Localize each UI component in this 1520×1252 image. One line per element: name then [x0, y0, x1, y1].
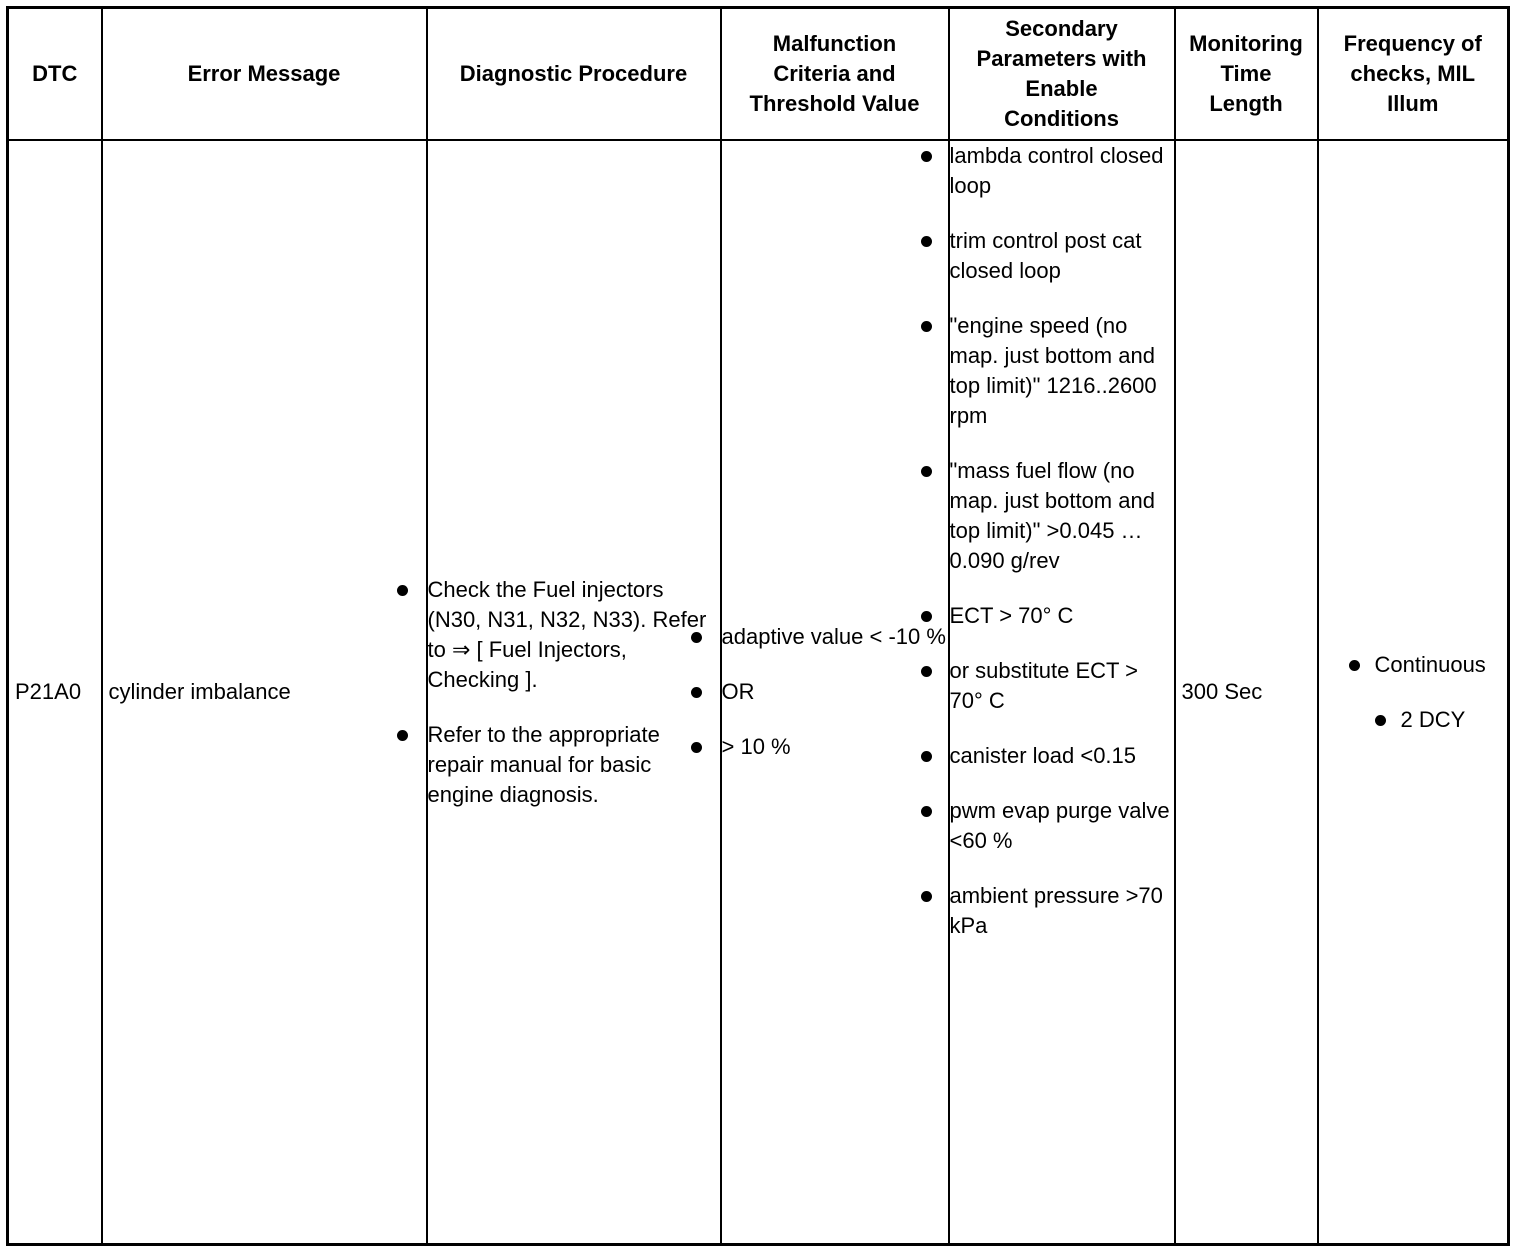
header-error-message: Error Message — [102, 8, 427, 141]
header-row — [8, 8, 1509, 141]
criteria-item: > 10 % — [722, 732, 948, 762]
diagnostic-procedure-cell — [427, 140, 721, 1245]
frequency-item: Continuous — [1375, 650, 1508, 680]
secondary-item: ECT > 70° C — [950, 601, 1174, 631]
monitoring-time: 300 Sec — [1175, 140, 1318, 1245]
header-frequency: Frequency of checks, MIL Illum — [1318, 8, 1509, 141]
error-message: cylinder imbalance — [102, 140, 427, 1245]
dtc-table — [6, 6, 1510, 1246]
procedure-item: Check the Fuel injectors (N30, N31, N32, N33). Refer to ⇒ [ Fuel Injectors, Checking ]. — [428, 575, 720, 695]
procedure-item: Refer to the appropriate repair manual for basic engine diagnosis. — [428, 720, 720, 810]
dtc-code: P21A0 — [8, 140, 102, 1245]
frequency-cell — [1318, 140, 1509, 1245]
malfunction-criteria-cell — [721, 140, 949, 1245]
secondary-item: "mass fuel flow (no map. just bottom and top limit)" >0.045 … 0.090 g/rev — [950, 456, 1174, 576]
header-diagnostic-procedure: Diagnostic Procedure — [427, 8, 721, 141]
header-secondary-parameters: Secondary Parameters with Enable Conditions — [949, 8, 1175, 141]
secondary-item: trim control post cat closed loop — [950, 226, 1174, 286]
table-row — [8, 140, 1509, 1245]
secondary-item: ambient pressure >70 kPa — [950, 881, 1174, 941]
secondary-item: pwm evap purge valve <60 % — [950, 796, 1174, 856]
secondary-parameters-cell — [949, 140, 1175, 1245]
frequency-item: 2 DCY — [1401, 705, 1508, 735]
criteria-item: adaptive value < -10 % — [722, 622, 948, 652]
secondary-item: lambda control closed loop — [950, 141, 1174, 201]
secondary-item: or substitute ECT > 70° C — [950, 656, 1174, 716]
secondary-item: "engine speed (no map. just bottom and top limit)" 1216..2600 rpm — [950, 311, 1174, 431]
criteria-item: OR — [722, 677, 948, 707]
header-monitoring-time: Monitoring Time Length — [1175, 8, 1318, 141]
header-dtc: DTC — [8, 8, 102, 141]
secondary-item: canister load <0.15 — [950, 741, 1174, 771]
header-malfunction-criteria: Malfunction Criteria and Threshold Value — [721, 8, 949, 141]
